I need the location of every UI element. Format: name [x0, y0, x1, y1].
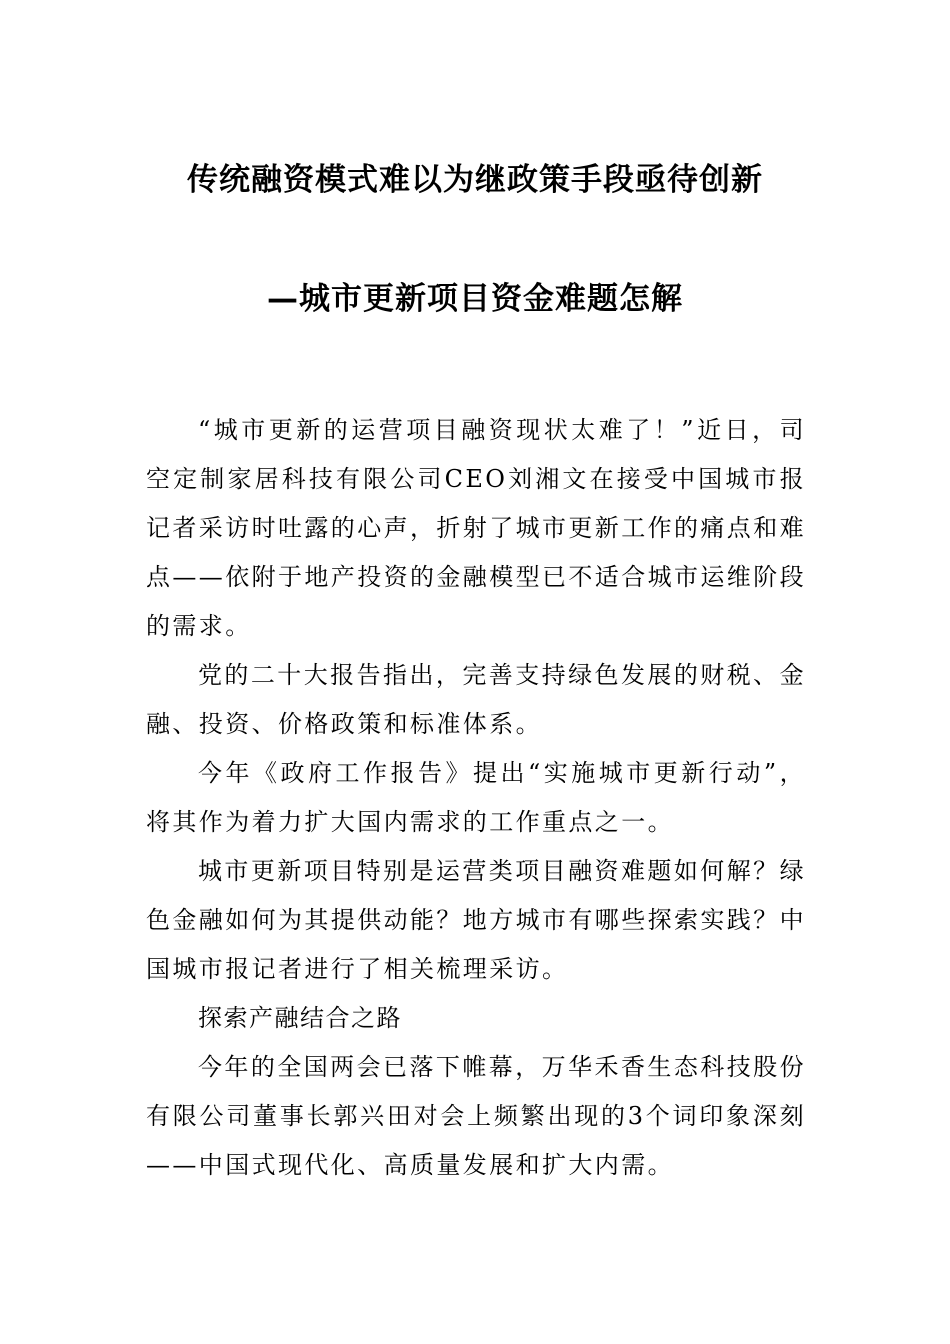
document-subtitle: —城市更新项目资金难题怎解	[267, 281, 683, 317]
paragraph: 今年《政府工作报告》提出“实施城市更新行动”，将其作为着力扩大国内需求的工作重点之一。	[146, 759, 806, 836]
document-body	[146, 406, 806, 1190]
document-title: 传统融资模式难以为继政策手段亟待创新	[187, 162, 763, 198]
paragraph: “城市更新的运营项目融资现状太难了！”近日，司空定制家居科技有限公司CEO刘湘文在接受中国城市报记者采访时吐露的心声，折射了城市更新工作的痛点和难点——依附于地产投资的金融模型已不适合城市运维阶段的需求。	[146, 416, 806, 640]
paragraph: 党的二十大报告指出，完善支持绿色发展的财税、金融、投资、价格政策和标准体系。	[146, 661, 806, 738]
section-heading: 探索产融结合之路	[198, 1004, 402, 1032]
paragraph: 今年的全国两会已落下帷幕，万华禾香生态科技股份有限公司董事长郭兴田对会上频繁出现的3个词印象深刻——中国式现代化、高质量发展和扩大内需。	[146, 1053, 806, 1179]
paragraph: 城市更新项目特别是运营类项目融资难题如何解？绿色金融如何为其提供动能？地方城市有哪些探索实践？中国城市报记者进行了相关梳理采访。	[146, 857, 806, 983]
